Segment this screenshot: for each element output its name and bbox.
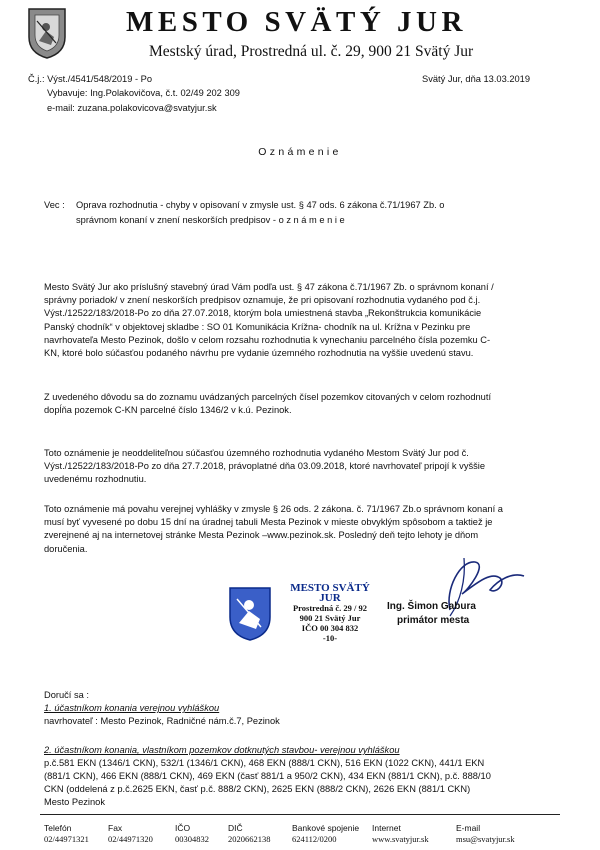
municipality-title: MESTO SVÄTÝ JUR	[126, 6, 467, 38]
footer-value: 02/44971320	[108, 834, 153, 844]
paragraph-4	[44, 503, 558, 556]
stamp-line: -10-	[322, 633, 338, 643]
paragraph-line: Výst./12522/183/2018-Po zo dňa 27.07.2018, ktorým bola umiestnená stavba „Rekonštrukcia komunikácie	[44, 308, 482, 319]
paragraph-line: Toto oznámenie má povahu verejnej vyhlášky v zmysle § 26 ods. 2 zákona. č. 71/1967 Zb.o správnom konaní a	[44, 504, 503, 514]
paragraph-line: správny poriadok/ v znení neskorších predpisov oznamuje, že pri opisovaní rozhodnutia vydaného pod č.j.	[44, 295, 481, 306]
paragraph-line: Toto oznámenie je neoddeliteľnou súčasťou územného rozhodnutia vydaného Mestom Svätý Jur pod č.	[44, 448, 469, 458]
paragraph-line: Z uvedeného dôvodu sa do zoznamu uvádzaných parcelných čísel pozemkov citovaných v celom rozhodnutí	[44, 392, 492, 402]
footer-label: Fax	[108, 823, 123, 833]
delivery-item-2-line: Mesto Pezinok	[44, 797, 105, 807]
footer-internet	[372, 823, 429, 845]
subject-line-2: správnom konaní v znení neskorších predpisov - o z n á m e n i e	[76, 215, 345, 225]
paragraph-line: uvedenému rozhodnutiu.	[44, 474, 147, 485]
paragraph-1	[44, 281, 558, 360]
footer-label: Bankové spojenie	[292, 823, 360, 833]
signatory	[387, 600, 476, 628]
paragraph-line: KN, ktoré bolo súčasťou podaného návrhu pre vydanie územného rozhodnutia na vyššie uvedenú stavu.	[44, 348, 474, 359]
stamp-line: Prostredná č. 29 / 92	[292, 603, 368, 613]
handler: Vybavuje: Ing.Polakovičova, č.t. 02/49 202 309	[47, 88, 240, 98]
footer-value: www.svatyjur.sk	[372, 834, 429, 844]
footer-ico	[175, 823, 209, 845]
coat-of-arms-icon	[27, 7, 67, 59]
paragraph-line: Panský chodník“ v objektovej skladbe : SO 01 Komunikácia Krížna- chodník na ul. Krížna v Pezinku pre	[44, 321, 471, 332]
footer-label: Telefón	[44, 823, 72, 833]
footer-label: Internet	[372, 823, 401, 833]
paragraph-line: zverejnené aj na internetovej stránke Mesta Pezinok –www.pezinok.sk. Posledný deň tejto lehoty je dňom	[44, 530, 479, 541]
stamp-line: IČO 00 304 832	[301, 623, 359, 633]
delivery-item-2-line: (881/1 CKN), 466 EKN (888/1 CKN), 469 EKN (časť 881/1 a 950/2 CKN), 434 EKN (881/1 CKN), p.č. 888/10	[44, 771, 491, 781]
signer-role: primátor mesta	[397, 615, 470, 626]
subject-label: Vec :	[44, 200, 65, 210]
paragraph-line: doručenia.	[44, 543, 88, 554]
footer-dic	[228, 823, 271, 845]
footer-phone	[44, 823, 89, 845]
stamp-line: 900 21 Svätý Jur	[299, 613, 361, 623]
paragraph-3	[44, 447, 558, 487]
document-heading: Oznámenie	[258, 146, 342, 158]
delivery-item-2-line: p.č.581 EKN (1346/1 CKN), 532/1 (1346/1 CKN), 468 EKN (888/1 CKN), 516 EKN (1022 CKN), 441/1 EKN	[44, 758, 485, 768]
footer-value: 00304832	[175, 834, 209, 844]
delivery-item-2-line: CKN (oddelená z p.č.2625 EKN, časť p.č. 888/2 CKN), 2625 EKN (888/2 CKN), 2626 EKN (881/1 CKN)	[44, 784, 471, 794]
footer-label: IČO	[175, 823, 191, 833]
paragraph-line: Mesto Svätý Jur ako príslušný stavebný úrad Vám podľa ust. § 47 zákona č.71/1967 Zb. o správnom konaní /	[44, 282, 494, 292]
paragraph-2	[44, 391, 558, 417]
subject-line-1: Oprava rozhodnutia - chyby v opisovaní v zmysle ust. § 47 ods. 6 zákona č.71/1967 Zb. o	[76, 200, 445, 210]
footer-value: 2020662138	[228, 834, 271, 844]
footer-email	[456, 823, 515, 845]
footer-fax	[108, 823, 153, 845]
paragraph-line: musí byť vyvesené po dobu 15 dní na úradnej tabuli Mesta Pezinok v mieste obvyklým spôsobom a taktiež je	[44, 517, 493, 528]
footer-value: 02/44971321	[44, 834, 89, 844]
footer-value: msu@svatyjur.sk	[456, 834, 515, 844]
footer-label: DIČ	[228, 823, 243, 833]
place-date: Svätý Jur, dňa 13.03.2019	[422, 74, 531, 84]
paragraph-line: dopĺňa pozemok C-KN parcelné číslo 1346/2 v k.ú. Pezinok.	[44, 405, 292, 416]
stamp-title: MESTO SVÄTÝ JUR	[290, 582, 370, 604]
municipality-address: Mestský úrad, Prostredná ul. č. 29, 900 21 Svätý Jur	[149, 43, 474, 60]
delivery-item-2: 2. účastníkom konania, vlastníkom pozemkov dotknutých stavbou- verejnou vyhláškou	[44, 745, 400, 755]
paragraph-line: Výst./12522/183/2018-Po zo dňa 27.7.2018, právoplatné dňa 03.09.2018, ktoré navrhovateľ pripojí k vyššie	[44, 461, 485, 472]
delivery-label: Doručí sa :	[44, 690, 89, 700]
official-stamp	[280, 583, 380, 643]
paragraph-line: navrhovateľa Mesto Pezinok, došlo v celom rozsahu rozhodnutia k vynechaniu parcelného čísla pozemku C-	[44, 334, 491, 345]
stamp-crest-icon	[227, 585, 273, 641]
delivery-item-1: 1. účastníkom konania verejnou vyhláškou	[44, 703, 220, 713]
delivery-item-1-detail: navrhovateľ : Mesto Pezinok, Radničné nám.č.7, Pezinok	[44, 716, 280, 726]
reference-number: Č.j.: Výst./4541/548/2019 - Po	[28, 74, 153, 84]
footer-bank	[292, 823, 359, 845]
signer-name: Ing. Šimon Gabura	[387, 601, 476, 612]
footer-divider	[40, 814, 560, 815]
contact-email: e-mail: zuzana.polakovicova@svatyjur.sk	[47, 103, 217, 113]
footer-label: E-mail	[456, 823, 481, 833]
footer-value: 624112/0200	[292, 834, 337, 844]
